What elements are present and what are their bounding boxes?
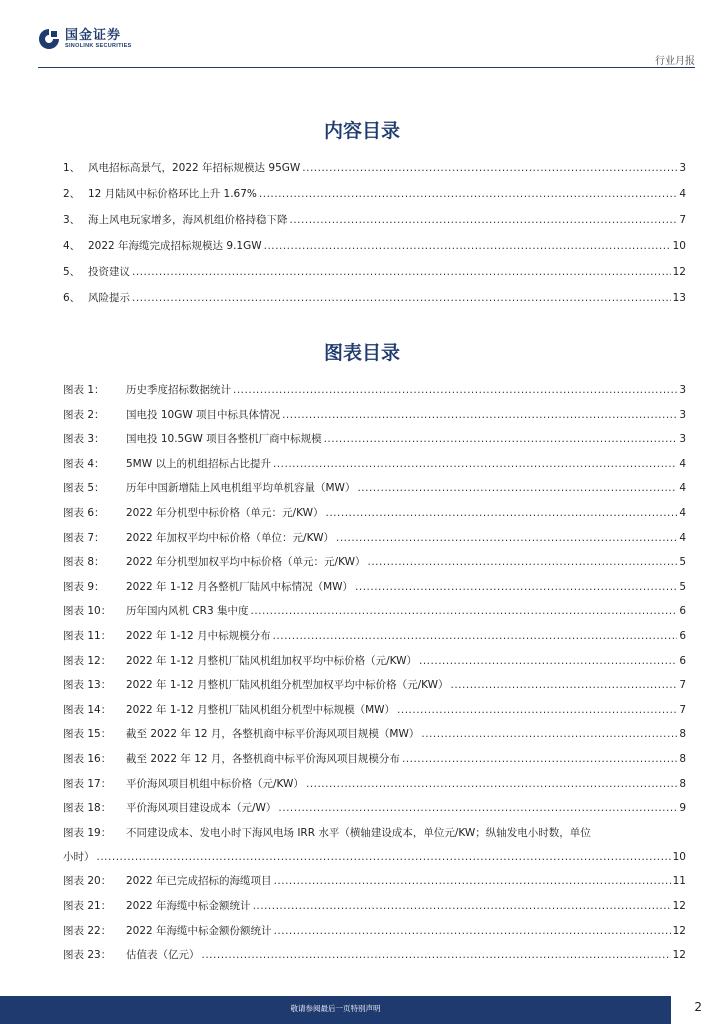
sinolink-logo-icon <box>38 28 60 50</box>
figure-entry[interactable] <box>63 677 686 692</box>
entry-page-number: 11 <box>672 875 686 888</box>
figure-entry[interactable] <box>63 603 686 618</box>
entry-title: 2022 年加权平均中标价格（单位：元/KW） <box>126 531 334 544</box>
entry-number: 4、 <box>63 240 81 252</box>
entry-page-number: 4 <box>679 531 686 544</box>
figure-entry[interactable] <box>63 800 686 815</box>
entry-page-number: 4 <box>679 507 686 519</box>
dot-leader <box>451 679 678 691</box>
entry-number: 图表 7： <box>63 531 105 544</box>
figure-entry[interactable] <box>63 579 686 594</box>
entry-title: 2022 年 1-12 月整机厂陆风机组分机型加权平均中标价格（元/KW） <box>126 679 449 692</box>
dot-leader <box>273 458 677 470</box>
figure-entry[interactable] <box>63 653 686 668</box>
dot-leader <box>397 704 677 716</box>
figure-entry[interactable] <box>63 702 686 717</box>
dot-leader <box>357 482 677 494</box>
figure-entry[interactable] <box>63 825 696 840</box>
entry-title: 平价海风项目建设成本（元/W） <box>126 802 277 815</box>
entry-number: 图表 22： <box>63 924 112 937</box>
figure-entry[interactable] <box>63 898 686 913</box>
entry-page-number: 6 <box>679 630 686 642</box>
entry-page-number: 3 <box>679 162 686 174</box>
entry-title: 历年国内风机 CR3 集中度 <box>126 605 249 618</box>
entry-title: 2022 年分机型中标价格（单元：元/KW） <box>126 507 324 519</box>
entry-number: 图表 16： <box>63 753 112 765</box>
brand-logo <box>38 28 132 50</box>
figure-entry[interactable] <box>63 431 686 446</box>
entry-title: 2022 年海缆完成招标规模达 9.1GW <box>88 240 262 252</box>
figure-entry[interactable] <box>63 726 686 741</box>
dot-leader <box>302 162 677 174</box>
entry-page-number: 10 <box>672 240 686 252</box>
entry-page-number: 3 <box>679 384 686 396</box>
dot-leader <box>273 630 678 642</box>
entry-title: 2022 年 1-12 月整机厂陆风机组分机型中标规模（MW） <box>126 703 396 716</box>
entry-title: 2022 年 1-12 月整机厂陆风机组加权平均中标价格（元/KW） <box>126 654 417 667</box>
entry-page-number: 6 <box>679 605 686 618</box>
brand-name-cn: 国金证券 <box>65 27 122 43</box>
figure-entry[interactable] <box>63 873 686 888</box>
contents-entry[interactable] <box>63 186 686 201</box>
entry-number: 图表 9： <box>63 580 105 593</box>
entry-page-number: 12 <box>672 266 686 278</box>
entry-number: 图表 2： <box>63 408 105 421</box>
dot-leader <box>368 556 678 568</box>
contents-entry[interactable] <box>63 212 686 227</box>
entry-title: 风险提示 <box>88 292 130 304</box>
entry-title: 截至 2022 年 12 月，各整机商中标平价海风项目规模（MW） <box>126 728 420 741</box>
page-header <box>0 0 724 68</box>
entry-page-number: 3 <box>679 408 686 421</box>
entry-number: 图表 3： <box>63 433 105 446</box>
report-type-label: 行业月报 <box>655 56 695 67</box>
dot-leader <box>97 851 671 863</box>
contents-title: 内容目录 <box>323 120 400 142</box>
entry-page-number: 8 <box>679 777 686 790</box>
dot-leader <box>202 949 671 961</box>
entry-title: 风电招标高景气，2022 年招标规模达 95GW <box>88 162 301 174</box>
dot-leader <box>274 925 671 937</box>
figure-entry[interactable] <box>63 923 686 938</box>
entry-number: 图表 6： <box>63 507 105 519</box>
entry-page-number: 4 <box>679 457 686 470</box>
entry-title: 投资建议 <box>88 266 130 278</box>
entry-number: 3、 <box>63 214 81 226</box>
figure-entry[interactable] <box>63 480 686 495</box>
entry-title: 2022 年海缆中标金额统计 <box>126 900 251 912</box>
header-divider <box>38 67 695 68</box>
entry-number: 图表 14： <box>63 703 112 716</box>
figure-entry[interactable] <box>63 947 686 962</box>
figure-entry-continued[interactable] <box>63 849 686 864</box>
dot-leader <box>402 753 677 765</box>
entry-number: 图表 17： <box>63 777 112 790</box>
entry-page-number: 12 <box>672 924 686 937</box>
dot-leader <box>233 384 677 396</box>
dot-leader <box>250 605 677 617</box>
figure-entry[interactable] <box>63 456 686 471</box>
entry-number: 图表 20： <box>63 875 112 888</box>
dot-leader <box>132 292 671 304</box>
entry-number: 图表 21： <box>63 900 112 912</box>
entry-number: 图表 12： <box>63 654 112 667</box>
entry-title: 2022 年海缆中标金额份额统计 <box>126 924 272 937</box>
entry-title: 不同建设成本、发电小时下海风电场 IRR 水平（横轴建设成本，单位元/KW；纵轴发电小时数，单位 <box>126 826 591 839</box>
dot-leader <box>326 507 678 519</box>
entry-number: 图表 15： <box>63 728 112 741</box>
figure-entry[interactable] <box>63 505 686 520</box>
entry-title: 2022 年 1-12 月各整机厂陆风中标情况（MW） <box>126 580 354 593</box>
dot-leader <box>259 188 677 200</box>
entry-title: 国电投 10.5GW 项目各整机厂商中标规模 <box>126 433 322 446</box>
dot-leader <box>419 655 677 667</box>
entry-page-number: 7 <box>679 679 686 692</box>
entry-page-number: 5 <box>679 580 686 593</box>
entry-title: 历年中国新增陆上风电机组平均单机容量（MW） <box>126 482 356 495</box>
entry-number: 图表 8： <box>63 556 105 569</box>
figure-entry[interactable] <box>63 554 686 569</box>
dot-leader <box>278 802 677 814</box>
contents-entry[interactable] <box>63 160 686 175</box>
entry-number: 1、 <box>63 162 81 174</box>
figure-entry[interactable] <box>63 530 686 545</box>
figure-entry[interactable] <box>63 407 686 422</box>
entry-title: 历史季度招标数据统计 <box>126 384 231 396</box>
entry-number: 图表 10： <box>63 605 112 618</box>
entry-number: 5、 <box>63 266 81 278</box>
dot-leader <box>355 581 677 593</box>
dot-leader <box>274 875 671 887</box>
figure-entry[interactable] <box>63 382 686 397</box>
dot-leader <box>253 900 671 912</box>
entry-number: 图表 4： <box>63 457 105 470</box>
entry-title: 12 月陆风中标价格环比上升 1.67% <box>88 188 257 200</box>
entry-page-number: 6 <box>679 654 686 667</box>
dot-leader <box>306 778 677 790</box>
entry-page-number: 13 <box>672 292 686 304</box>
entry-page-number: 12 <box>672 900 686 912</box>
contents-entry[interactable] <box>63 264 686 279</box>
entry-page-number: 8 <box>679 728 686 741</box>
entry-number: 图表 23： <box>63 949 112 962</box>
figure-entry[interactable] <box>63 751 686 766</box>
entry-title: 平价海风项目机组中标价格（元/KW） <box>126 777 304 790</box>
entry-page-number: 10 <box>672 850 686 863</box>
dot-leader <box>264 240 671 252</box>
entry-number: 图表 5： <box>63 482 105 495</box>
entry-number: 图表 18： <box>63 802 112 815</box>
entry-page-number: 5 <box>679 556 686 569</box>
footer-disclaimer: 敬请参阅最后一页特别声明 <box>290 1004 381 1013</box>
page-number: 2 <box>694 1000 702 1014</box>
entry-page-number: 7 <box>679 214 686 226</box>
entry-title: 海上风电玩家增多，海风机组价格持稳下降 <box>88 214 288 226</box>
entry-number: 图表 13： <box>63 679 112 692</box>
entry-page-number: 4 <box>679 188 686 200</box>
entry-title: 国电投 10GW 项目中标具体情况 <box>126 408 281 421</box>
entry-title-continued: 小时） <box>63 850 95 863</box>
entry-number: 6、 <box>63 292 81 304</box>
entry-title: 2022 年 1-12 月中标规模分布 <box>126 630 271 642</box>
entry-number: 图表 11： <box>63 630 112 642</box>
figure-entry[interactable] <box>63 776 686 791</box>
entry-number: 图表 1： <box>63 384 105 396</box>
entry-page-number: 4 <box>679 482 686 495</box>
contents-entry[interactable] <box>63 290 686 305</box>
entry-title: 5MW 以上的机组招标占比提升 <box>126 457 271 470</box>
entry-title: 2022 年分机型加权平均中标价格（单元：元/KW） <box>126 556 366 569</box>
entry-page-number: 9 <box>679 802 686 815</box>
brand-name-en: SINOLINK SECURITIES <box>65 42 132 49</box>
entry-page-number: 12 <box>672 949 686 962</box>
entry-number: 2、 <box>63 188 81 200</box>
entry-title: 估值表（亿元） <box>126 949 200 962</box>
dot-leader <box>421 728 677 740</box>
entry-page-number: 8 <box>679 753 686 765</box>
figures-title: 图表目录 <box>323 342 400 364</box>
entry-title: 截至 2022 年 12 月，各整机商中标平价海风项目规模分布 <box>126 753 400 765</box>
dot-leader <box>336 532 677 544</box>
figure-entry[interactable] <box>63 628 686 643</box>
dot-leader <box>290 214 678 226</box>
dot-leader <box>324 433 678 445</box>
dot-leader <box>132 266 671 278</box>
contents-entry[interactable] <box>63 238 686 253</box>
dot-leader <box>282 409 677 421</box>
entry-page-number: 3 <box>679 433 686 446</box>
entry-title: 2022 年已完成招标的海缆项目 <box>126 875 272 888</box>
entry-page-number: 7 <box>679 703 686 716</box>
entry-number: 图表 19： <box>63 826 112 839</box>
